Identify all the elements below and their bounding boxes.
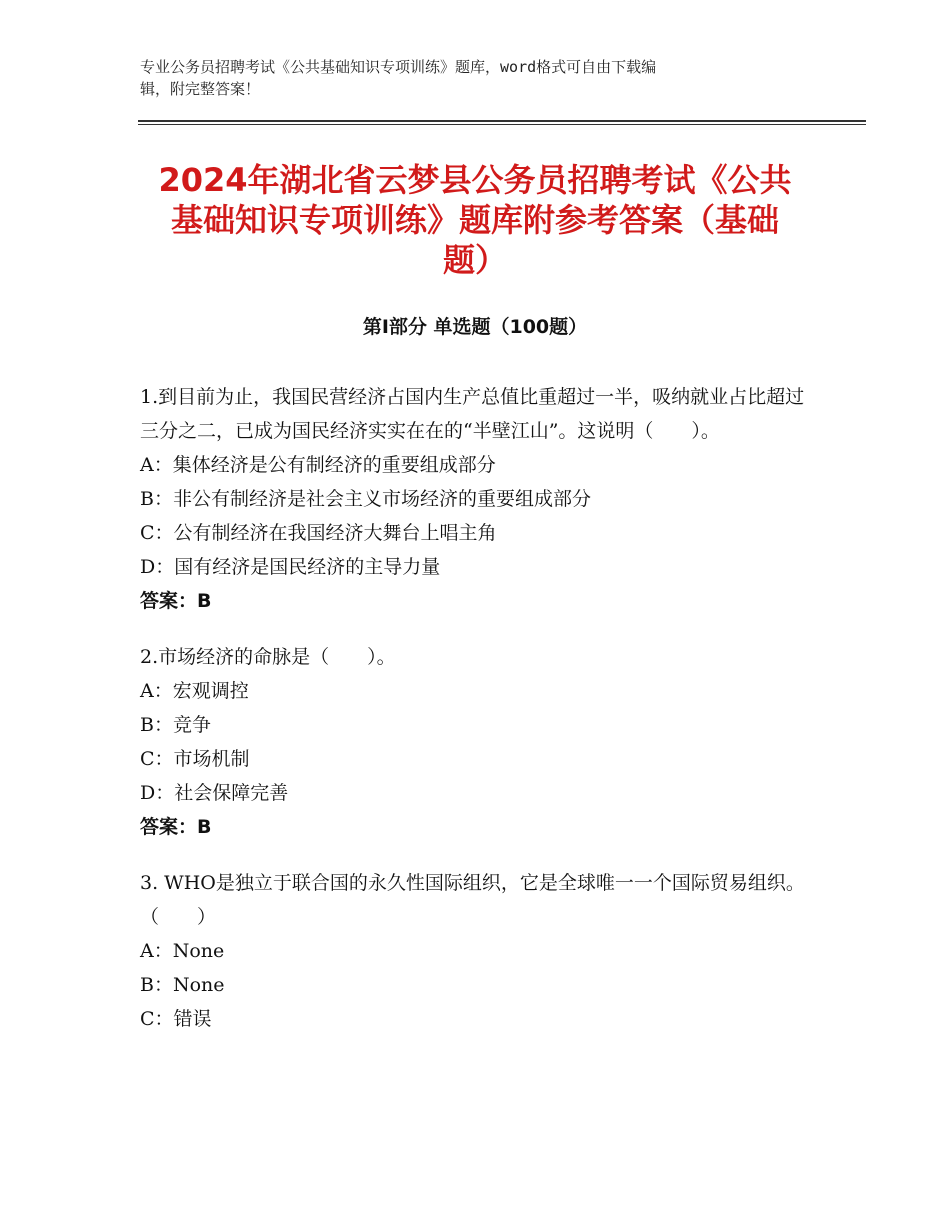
- question-1: [140, 380, 805, 618]
- question-list: [140, 380, 805, 1058]
- option-b: B：非公有制经济是社会主义市场经济的重要组成部分: [140, 488, 591, 510]
- question-stem: 2.市场经济的命脉是（ ）。: [140, 646, 396, 668]
- option-a: A：宏观调控: [140, 680, 249, 702]
- header-divider-thin: [138, 124, 866, 125]
- header-note-line-1: 专业公务员招聘考试《公共基础知识专项训练》题库，word格式可自由下载编: [140, 58, 657, 76]
- option-b: B：None: [140, 974, 225, 996]
- question-stem: 3. WHO是独立于联合国的永久性国际组织，它是全球唯一一个国际贸易组织。（ ）: [140, 872, 805, 928]
- header-note: [140, 56, 800, 100]
- header-note-line-2: 辑，附完整答案！: [140, 80, 261, 98]
- answer: 答案：B: [140, 816, 212, 838]
- question-stem: 1.到目前为止，我国民营经济占国内生产总值比重超过一半，吸纳就业占比超过三分之二，已成为国民经济实实在在的“半壁江山”。这说明（ ）。: [140, 386, 805, 442]
- option-d: D：社会保障完善: [140, 782, 289, 804]
- section-title: 第Ⅰ部分 单选题（100题）: [362, 316, 588, 338]
- option-c: C：市场机制: [140, 748, 250, 770]
- option-c: C：公有制经济在我国经济大舞台上唱主角: [140, 522, 497, 544]
- header-divider-thick: [138, 120, 866, 122]
- option-d: D：国有经济是国民经济的主导力量: [140, 556, 441, 578]
- option-c: C：错误: [140, 1008, 212, 1030]
- title-line-3: 题）: [442, 241, 507, 279]
- option-b: B：竞争: [140, 714, 211, 736]
- document-title: [130, 160, 820, 280]
- answer: 答案：B: [140, 590, 212, 612]
- question-3: [140, 866, 805, 1036]
- title-line-2: 基础知识专项训练》题库附参考答案（基础: [170, 201, 779, 239]
- option-a: A：集体经济是公有制经济的重要组成部分: [140, 454, 496, 476]
- option-a: A：None: [140, 940, 225, 962]
- question-2: [140, 640, 805, 844]
- title-line-1: 2024年湖北省云梦县公务员招聘考试《公共: [158, 161, 792, 199]
